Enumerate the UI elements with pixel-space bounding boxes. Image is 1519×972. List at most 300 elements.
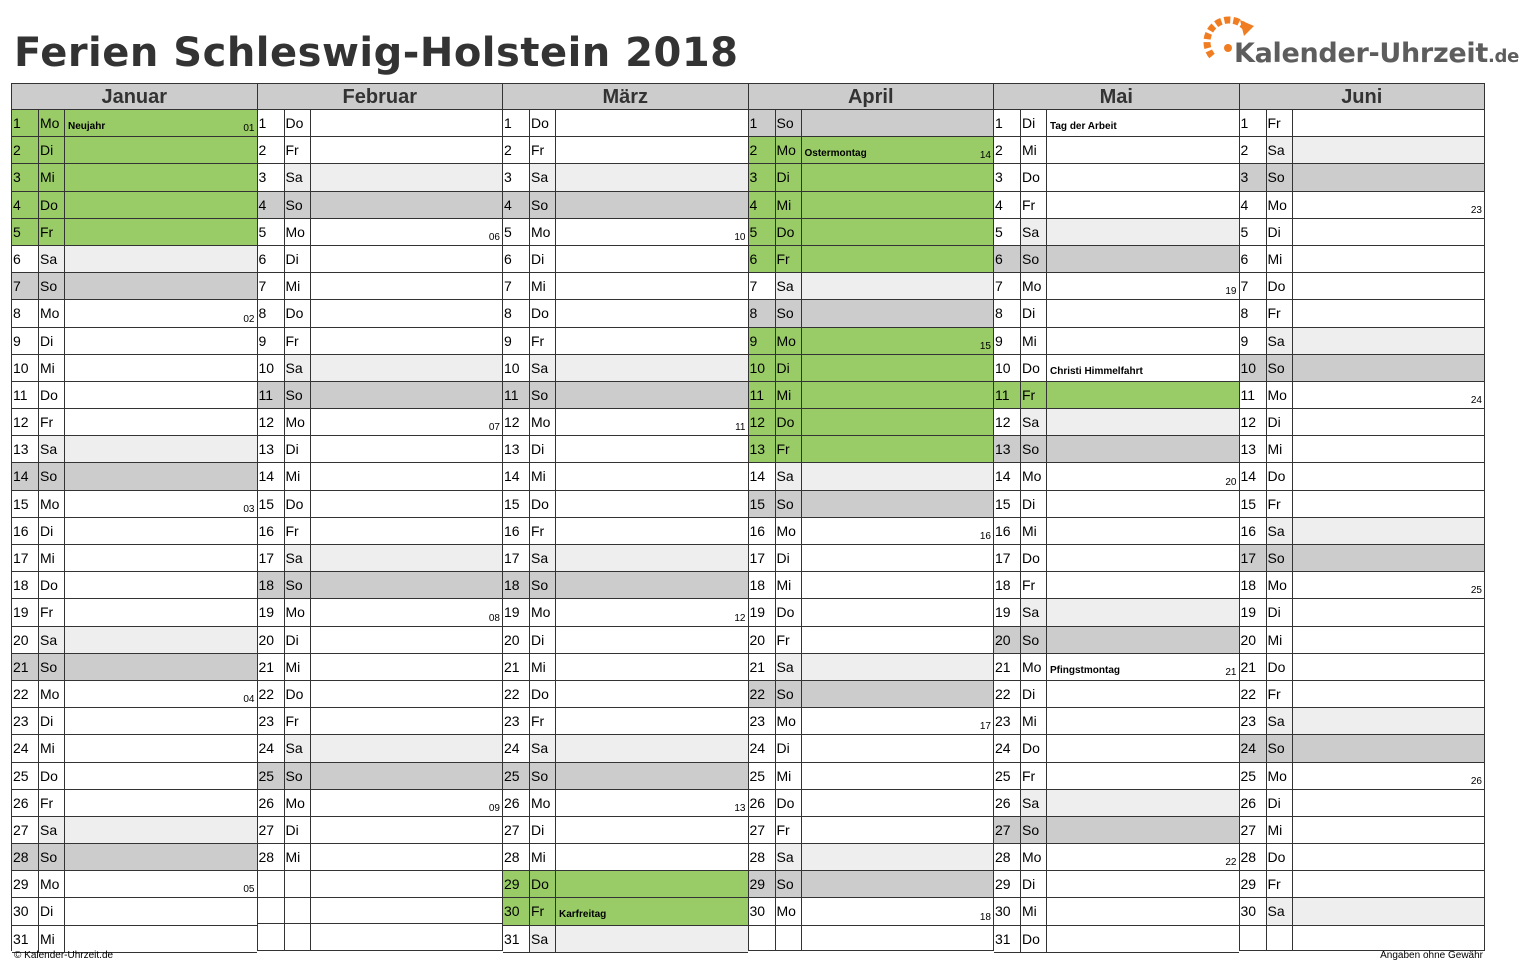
day-note	[802, 708, 994, 734]
day-note	[65, 898, 257, 924]
weekday: Sa	[530, 355, 556, 381]
day-note	[311, 790, 503, 816]
day-note	[1047, 599, 1239, 625]
day-note	[1293, 491, 1485, 517]
weekday: Do	[1267, 273, 1293, 299]
day-number: 6	[258, 246, 285, 272]
day-number: 11	[749, 382, 776, 408]
day-number: 28	[258, 844, 285, 870]
day-row	[749, 382, 994, 409]
weekday: Fr	[1021, 192, 1047, 218]
weekday: So	[285, 763, 311, 789]
weekday: Do	[1021, 545, 1047, 571]
weekday: So	[1021, 436, 1047, 462]
day-note	[556, 518, 748, 544]
day-row	[12, 246, 257, 273]
day-row	[749, 300, 994, 327]
weekday: Fr	[39, 219, 65, 245]
weekday: Di	[39, 328, 65, 354]
day-row	[12, 545, 257, 572]
week-number: 02	[243, 313, 255, 325]
day-row	[1240, 735, 1485, 762]
day-number: 8	[258, 300, 285, 326]
weekday: Fr	[1267, 110, 1293, 136]
day-row	[258, 355, 503, 382]
day-note	[311, 246, 503, 272]
day-row	[258, 817, 503, 844]
day-row	[1240, 491, 1485, 518]
day-row	[12, 572, 257, 599]
day-row	[1240, 246, 1485, 273]
day-row	[503, 545, 748, 572]
day-row	[749, 871, 994, 898]
day-note	[556, 273, 748, 299]
day-row	[994, 708, 1239, 735]
day-row	[503, 627, 748, 654]
day-row	[994, 763, 1239, 790]
day-row	[12, 926, 257, 953]
day-row	[258, 572, 503, 599]
weekday: So	[530, 382, 556, 408]
holiday-label: Neujahr	[68, 121, 106, 132]
day-row	[503, 735, 748, 762]
day-note	[802, 192, 994, 218]
day-note	[65, 192, 257, 218]
weekday: Fr	[39, 790, 65, 816]
day-note	[65, 328, 257, 354]
weekday: Mi	[776, 763, 802, 789]
day-number: 11	[1240, 382, 1267, 408]
day-row	[1240, 871, 1485, 898]
day-row	[994, 545, 1239, 572]
day-row	[12, 763, 257, 790]
day-note	[65, 681, 257, 707]
day-number: 6	[12, 246, 39, 272]
day-row	[1240, 708, 1485, 735]
day-row	[1240, 817, 1485, 844]
weekday: Mi	[530, 654, 556, 680]
day-row	[12, 681, 257, 708]
weekday: Do	[530, 300, 556, 326]
day-row	[503, 681, 748, 708]
day-note	[556, 926, 748, 952]
day-note	[311, 192, 503, 218]
weekday: So	[776, 681, 802, 707]
day-note	[802, 436, 994, 462]
weekday: Sa	[1267, 898, 1293, 924]
weekday: So	[1267, 545, 1293, 571]
weekday: Mo	[285, 790, 311, 816]
weekday: Di	[1267, 219, 1293, 245]
weekday: Sa	[1021, 599, 1047, 625]
weekday: Do	[1267, 463, 1293, 489]
weekday: Fr	[285, 518, 311, 544]
weekday: Sa	[530, 926, 556, 952]
day-number: 5	[503, 219, 530, 245]
day-row	[749, 409, 994, 436]
weekday: Mo	[530, 599, 556, 625]
day-note	[1047, 409, 1239, 435]
day-number: 12	[994, 409, 1021, 435]
day-row	[749, 763, 994, 790]
week-number: 13	[734, 802, 746, 814]
day-row	[258, 599, 503, 626]
day-number: 28	[994, 844, 1021, 870]
day-number: 7	[12, 273, 39, 299]
day-number: 19	[994, 599, 1021, 625]
day-note	[556, 382, 748, 408]
day-number: 13	[503, 436, 530, 462]
weekday: Di	[285, 817, 311, 843]
day-row	[1240, 219, 1485, 246]
holiday-label: Karfreitag	[559, 909, 607, 921]
weekday: Do	[39, 572, 65, 598]
holiday-label: Christi Himmelfahrt	[1050, 365, 1143, 377]
month-header: Februar	[258, 83, 503, 110]
day-row	[994, 654, 1239, 681]
weekday: Di	[530, 246, 556, 272]
day-number: 19	[749, 599, 776, 625]
day-number: 9	[503, 328, 530, 354]
day-row	[503, 328, 748, 355]
weekday: Di	[285, 246, 311, 272]
day-row	[749, 572, 994, 599]
day-number: 6	[994, 246, 1021, 272]
day-row	[258, 654, 503, 681]
day-note	[1047, 871, 1239, 897]
day-row	[1240, 164, 1485, 191]
day-number: 23	[1240, 708, 1267, 734]
day-row	[503, 273, 748, 300]
day-note	[1293, 871, 1485, 897]
day-row	[749, 246, 994, 273]
weekday: Sa	[530, 735, 556, 761]
day-number: 15	[258, 491, 285, 517]
day-note	[556, 110, 748, 136]
weekday: Mo	[1021, 844, 1047, 870]
day-note	[65, 844, 257, 870]
week-number: 24	[1470, 395, 1482, 407]
day-note	[65, 654, 257, 680]
day-number: 25	[12, 763, 39, 789]
weekday: Do	[776, 219, 802, 245]
holiday-label: Pfingstmontag	[1050, 664, 1120, 676]
day-row	[258, 409, 503, 436]
day-note	[802, 627, 994, 653]
day-row	[503, 926, 748, 953]
day-number: 13	[749, 436, 776, 462]
day-number: 13	[994, 436, 1021, 462]
day-number: 10	[1240, 355, 1267, 381]
day-number: 1	[994, 110, 1021, 136]
weekday: Di	[1267, 409, 1293, 435]
weekday: Fr	[776, 627, 802, 653]
day-row	[994, 817, 1239, 844]
day-row	[503, 898, 748, 925]
week-number: 08	[488, 612, 500, 624]
day-row	[258, 192, 503, 219]
weekday: Sa	[285, 545, 311, 571]
day-number: 31	[12, 926, 39, 952]
weekday: Do	[530, 681, 556, 707]
day-note	[802, 681, 994, 707]
day-row	[749, 273, 994, 300]
day-row	[749, 192, 994, 219]
weekday: Mi	[285, 463, 311, 489]
day-number: 20	[12, 627, 39, 653]
weekday: Mi	[285, 273, 311, 299]
day-row	[994, 627, 1239, 654]
day-number: 29	[12, 871, 39, 897]
day-note	[802, 137, 994, 163]
day-row	[258, 300, 503, 327]
weekday: Mo	[530, 790, 556, 816]
holiday-label: Tag der Arbeit	[1050, 121, 1117, 132]
day-number: 12	[749, 409, 776, 435]
weekday: So	[1021, 817, 1047, 843]
day-note	[311, 572, 503, 598]
day-row	[749, 219, 994, 246]
weekday: Sa	[39, 627, 65, 653]
day-note	[1293, 409, 1485, 435]
day-number: 4	[994, 192, 1021, 218]
week-number: 12	[734, 612, 746, 624]
day-number: 9	[258, 328, 285, 354]
weekday	[1267, 926, 1293, 950]
day-number: 13	[1240, 436, 1267, 462]
day-note	[65, 463, 257, 489]
day-number: 27	[994, 817, 1021, 843]
weekday: Mi	[776, 572, 802, 598]
day-number: 29	[1240, 871, 1267, 897]
day-number	[258, 871, 285, 897]
day-number: 30	[749, 898, 776, 924]
day-row	[12, 518, 257, 545]
day-row	[994, 572, 1239, 599]
weekday: Sa	[776, 654, 802, 680]
week-number: 10	[734, 231, 746, 243]
weekday: So	[1267, 355, 1293, 381]
day-number: 23	[12, 708, 39, 734]
day-row	[1240, 627, 1485, 654]
day-row	[749, 654, 994, 681]
weekday: Mi	[1267, 246, 1293, 272]
day-number: 11	[12, 382, 39, 408]
weekday: Mo	[1267, 382, 1293, 408]
weekday: Mi	[1021, 518, 1047, 544]
day-note	[802, 463, 994, 489]
day-row	[258, 137, 503, 164]
day-row	[503, 844, 748, 871]
day-note	[556, 763, 748, 789]
day-row	[12, 355, 257, 382]
day-number: 29	[503, 871, 530, 897]
day-note	[556, 708, 748, 734]
weekday: Mi	[1267, 627, 1293, 653]
day-number: 10	[258, 355, 285, 381]
day-note	[311, 735, 503, 761]
day-row	[12, 300, 257, 327]
day-number: 18	[1240, 572, 1267, 598]
day-number: 1	[12, 110, 39, 136]
weekday: Sa	[1267, 518, 1293, 544]
day-number: 30	[1240, 898, 1267, 924]
day-note	[311, 708, 503, 734]
weekday: Mi	[285, 654, 311, 680]
day-note	[556, 681, 748, 707]
weekday	[285, 871, 311, 897]
weekday: Di	[776, 164, 802, 190]
day-note	[556, 545, 748, 571]
day-note	[311, 164, 503, 190]
day-row	[258, 382, 503, 409]
day-note	[802, 926, 994, 950]
day-note	[802, 871, 994, 897]
weekday: So	[1267, 735, 1293, 761]
day-note	[1047, 735, 1239, 761]
weekday: So	[1267, 164, 1293, 190]
day-number: 22	[749, 681, 776, 707]
weekday: So	[530, 192, 556, 218]
day-number: 3	[1240, 164, 1267, 190]
day-number: 22	[994, 681, 1021, 707]
day-number: 17	[749, 545, 776, 571]
week-number: 05	[243, 884, 255, 896]
day-row	[749, 844, 994, 871]
day-row	[994, 898, 1239, 925]
day-number: 15	[1240, 491, 1267, 517]
day-note	[311, 137, 503, 163]
weekday: Fr	[1021, 763, 1047, 789]
day-number: 30	[503, 898, 530, 924]
day-number: 13	[258, 436, 285, 462]
day-note	[1047, 708, 1239, 734]
day-note	[1293, 273, 1485, 299]
day-note	[65, 219, 257, 245]
week-number: 18	[979, 911, 991, 923]
day-row	[994, 246, 1239, 273]
weekday: So	[530, 763, 556, 789]
day-number: 15	[994, 491, 1021, 517]
day-number: 9	[1240, 328, 1267, 354]
day-note	[65, 355, 257, 381]
day-number: 4	[503, 192, 530, 218]
weekday: Fr	[1267, 871, 1293, 897]
day-number: 3	[503, 164, 530, 190]
day-note	[802, 273, 994, 299]
day-row	[258, 708, 503, 735]
logo[interactable]	[1206, 12, 1519, 74]
day-row	[1240, 545, 1485, 572]
day-row	[503, 110, 748, 137]
day-note	[556, 817, 748, 843]
weekday	[776, 926, 802, 950]
day-note	[65, 491, 257, 517]
day-number: 27	[503, 817, 530, 843]
weekday: Mo	[530, 219, 556, 245]
day-note	[311, 763, 503, 789]
day-note	[802, 572, 994, 598]
day-row	[749, 627, 994, 654]
weekday: Do	[530, 871, 556, 897]
day-row	[12, 627, 257, 654]
day-note	[1293, 436, 1485, 462]
day-row	[503, 355, 748, 382]
weekday: So	[39, 844, 65, 870]
day-row	[258, 627, 503, 654]
day-row	[12, 599, 257, 626]
copyright-text: © Kalender-Uhrzeit.de	[14, 950, 114, 961]
day-number: 26	[749, 790, 776, 816]
day-number: 20	[749, 627, 776, 653]
day-note	[802, 110, 994, 136]
day-row	[503, 790, 748, 817]
day-row	[1240, 599, 1485, 626]
day-note	[311, 898, 503, 924]
day-number: 13	[12, 436, 39, 462]
day-row	[749, 708, 994, 735]
day-number: 26	[258, 790, 285, 816]
month-header: April	[749, 83, 994, 110]
weekday: Sa	[39, 817, 65, 843]
day-number: 24	[1240, 735, 1267, 761]
weekday: Mo	[1267, 763, 1293, 789]
day-note	[556, 790, 748, 816]
day-row	[503, 382, 748, 409]
day-row	[503, 708, 748, 735]
day-number: 17	[1240, 545, 1267, 571]
day-number: 14	[12, 463, 39, 489]
day-number: 21	[994, 654, 1021, 680]
day-number: 8	[1240, 300, 1267, 326]
day-note	[1293, 110, 1485, 136]
weekday: Do	[1021, 735, 1047, 761]
weekday: Sa	[1267, 137, 1293, 163]
day-number: 18	[994, 572, 1021, 598]
day-number: 29	[749, 871, 776, 897]
day-row	[12, 844, 257, 871]
day-row	[749, 790, 994, 817]
weekday: Fr	[1267, 681, 1293, 707]
day-note	[65, 763, 257, 789]
day-note	[1047, 436, 1239, 462]
weekday: Di	[1021, 681, 1047, 707]
weekday: Mo	[776, 898, 802, 924]
day-row	[749, 518, 994, 545]
weekday: Mi	[39, 735, 65, 761]
day-note	[1047, 137, 1239, 163]
day-number: 24	[749, 735, 776, 761]
day-row	[994, 273, 1239, 300]
weekday: Mo	[39, 300, 65, 326]
day-number: 14	[749, 463, 776, 489]
day-note	[1047, 382, 1239, 408]
day-row	[1240, 898, 1485, 925]
day-note	[1047, 926, 1239, 952]
weekday: Mo	[1021, 463, 1047, 489]
day-number: 18	[258, 572, 285, 598]
day-note	[802, 654, 994, 680]
day-note	[1047, 192, 1239, 218]
day-number: 27	[12, 817, 39, 843]
week-number: 25	[1470, 585, 1482, 597]
day-number: 18	[749, 572, 776, 598]
week-number: 11	[735, 422, 746, 434]
day-row	[503, 599, 748, 626]
weekday: Di	[530, 436, 556, 462]
day-number: 6	[1240, 246, 1267, 272]
day-number: 17	[258, 545, 285, 571]
